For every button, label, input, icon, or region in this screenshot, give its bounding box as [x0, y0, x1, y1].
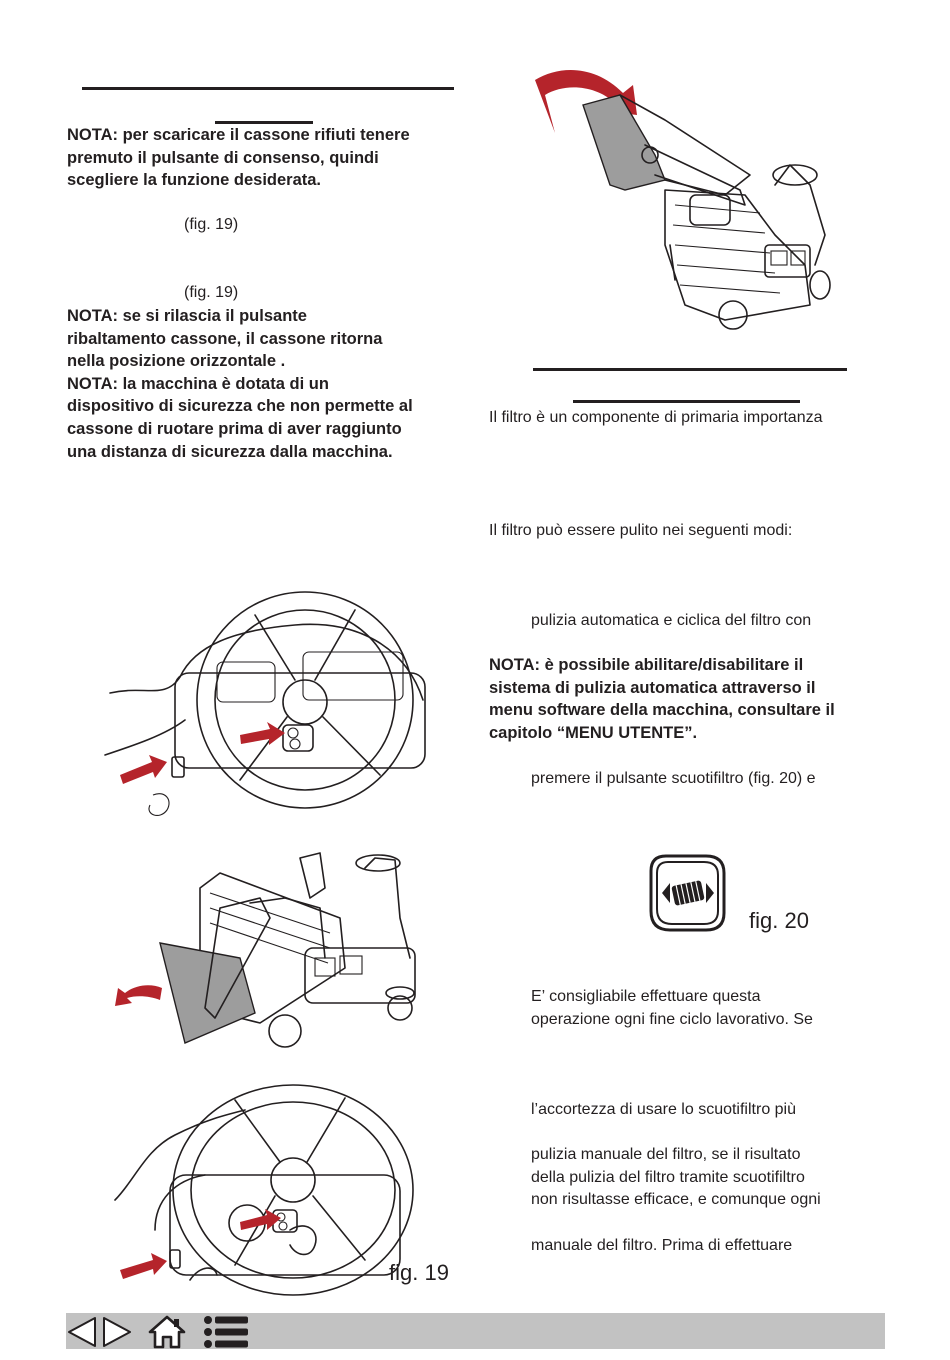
section-subrule-right: [573, 400, 800, 403]
filter-shaker-button-icon: [648, 853, 728, 933]
next-page-icon[interactable]: [102, 1316, 132, 1348]
auto-cleaning: pulizia automatica e ciclica del filtro con: [531, 612, 812, 629]
sweeper-dump-illustration: [110, 848, 430, 1053]
manual-cleaning-text: pulizia manuale del filtro, se il risultato della pulizia del filtro tramite scuotifiltro non risultasse efficace, e comunque ogni: [531, 1146, 821, 1209]
care-text: l’accortezza di usare lo scuotifiltro più: [531, 1101, 797, 1118]
note-menu: NOTA: è possibile abilitare/disabilitare il sistema di pulizia automatica attraverso il menu software della macchina, consultare il capitolo “MENU UTENTE”.: [489, 656, 835, 742]
notes-safety: NOTA: se si rilascia il pulsante ribaltamento cassone, il cassone ritorna nella posizione orizzontale . NOTA: la macchina è dotata di un dispositivo di sicurezza che non permette al cassone di ruotare prima di aver raggiunto una distanza di sicurezza dalla macchina.: [67, 307, 413, 461]
fig-ref-2: (fig. 19): [184, 284, 239, 301]
fig-ref-1: (fig. 19): [184, 216, 239, 233]
section-rule-left: [82, 87, 454, 90]
steering-console-illustration: [105, 605, 435, 820]
home-icon[interactable]: [148, 1315, 186, 1349]
footer-nav-bar: [66, 1313, 885, 1349]
index-icon[interactable]: [203, 1315, 249, 1349]
prev-page-icon[interactable]: [67, 1316, 97, 1348]
filter-modes: Il filtro può essere pulito nei seguenti modi:: [489, 522, 793, 539]
manual-filter-text: manuale del filtro. Prima di effettuare: [531, 1237, 793, 1254]
advice-text: E’ consigliabile effettuare questa operazione ogni fine ciclo lavorativo. Se: [531, 988, 813, 1028]
steering-wheel-illustration: [115, 1080, 415, 1300]
fig20-label: fig. 20: [749, 908, 809, 933]
note-discharge: NOTA: per scaricare il cassone rifiuti tenere premuto il pulsante di consenso, quindi scegliere la funzione desiderata.: [67, 126, 410, 190]
fig19-label: fig. 19: [389, 1260, 449, 1285]
filter-intro: Il filtro è un componente di primaria importanza: [489, 409, 823, 426]
press-button-text: premere il pulsante scuotifiltro (fig. 20) e: [531, 770, 816, 787]
sweeper-raised-hopper-illustration: [525, 65, 845, 335]
section-rule-right: [533, 368, 847, 371]
